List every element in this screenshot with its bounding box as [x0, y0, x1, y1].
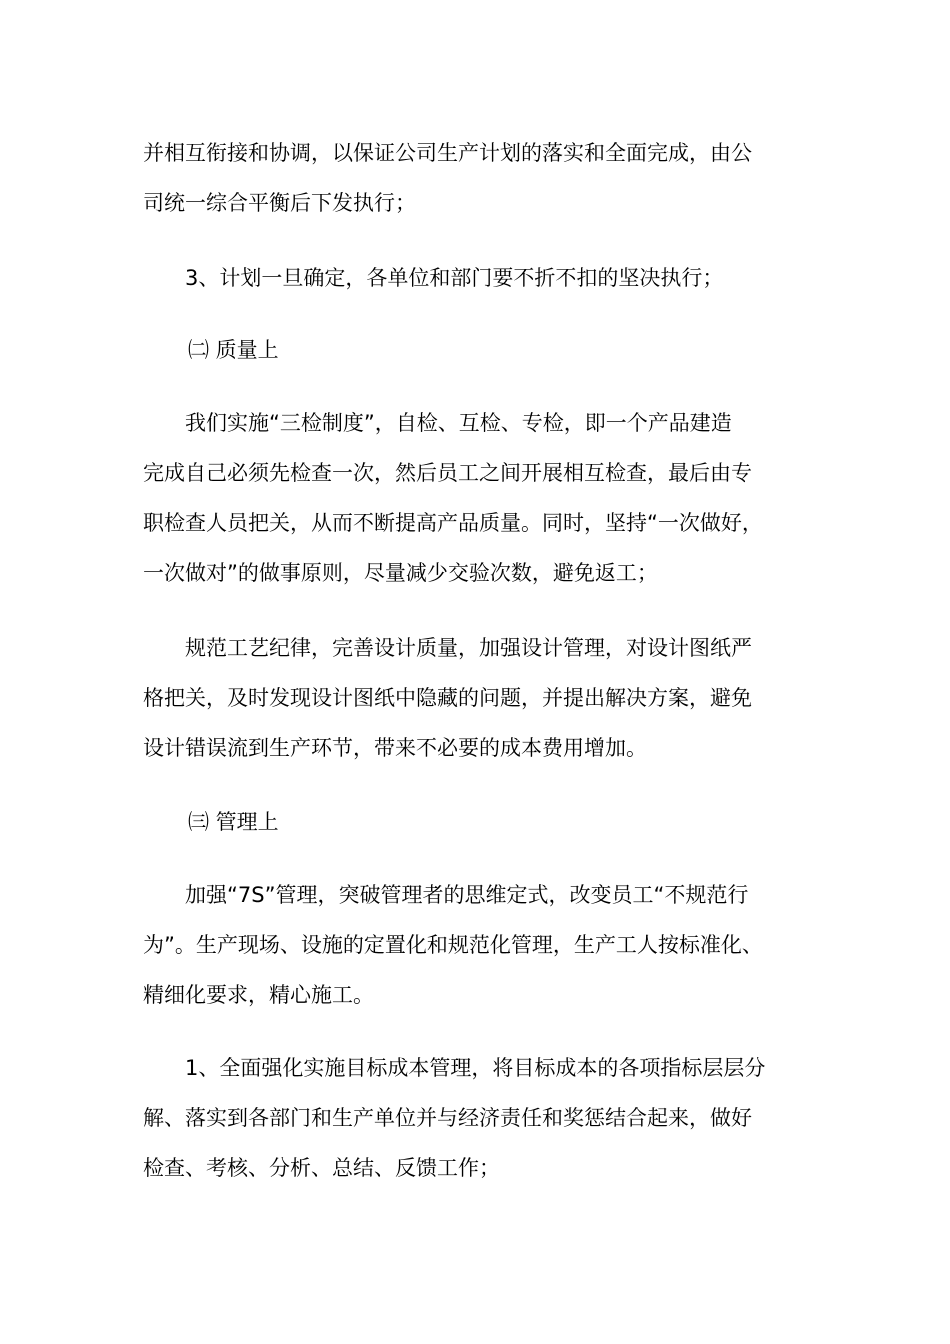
text-line: 3、计划一旦确定，各单位和部门要不折不扣的坚决执行； [143, 266, 724, 290]
paragraph-design-quality [143, 623, 823, 773]
paragraph-plan-execution [143, 253, 823, 303]
text-line: 并相互衔接和协调，以保证公司生产计划的落实和全面完成，由公 [143, 141, 752, 165]
text-line: 完成自己必须先检查一次，然后员工之间开展相互检查，最后由专 [143, 461, 752, 485]
text-line: 检查、考核、分析、总结、反馈工作； [143, 1156, 500, 1180]
paragraph-target-cost [143, 1043, 823, 1193]
paragraph-coordination [143, 128, 823, 228]
section-heading-quality: ㈡ 质量上 [188, 338, 279, 362]
text-line: 1、全面强化实施目标成本管理，将目标成本的各项指标层层分 [143, 1056, 766, 1080]
text-line: 规范工艺纪律，完善设计质量，加强设计管理，对设计图纸严 [143, 636, 752, 660]
text-line: 加强“7S”管理，突破管理者的思维定式，改变员工“不规范行 [143, 883, 749, 907]
text-line: 职检查人员把关，从而不断提高产品质量。同时，坚持“一次做好， [143, 511, 763, 535]
text-line: 格把关，及时发现设计图纸中隐藏的问题，并提出解决方案，避免 [143, 686, 752, 710]
paragraph-three-checks [143, 398, 823, 598]
text-line: 设计错误流到生产环节，带来不必要的成本费用增加。 [143, 736, 647, 760]
text-line: 解、落实到各部门和生产单位并与经济责任和奖惩结合起来，做好 [143, 1106, 752, 1130]
paragraph-7s-management [143, 870, 823, 1020]
text-line: 为”。生产现场、设施的定置化和规范化管理，生产工人按标准化、 [143, 933, 763, 957]
text-line: 一次做对”的做事原则，尽量减少交验次数，避免返工； [143, 561, 658, 585]
text-line: 司统一综合平衡后下发执行； [143, 191, 416, 215]
section-heading-management: ㈢ 管理上 [188, 810, 279, 834]
text-line: 精细化要求，精心施工。 [143, 983, 374, 1007]
text-line: 我们实施“三检制度”，自检、互检、专检，即一个产品建造 [143, 411, 732, 435]
